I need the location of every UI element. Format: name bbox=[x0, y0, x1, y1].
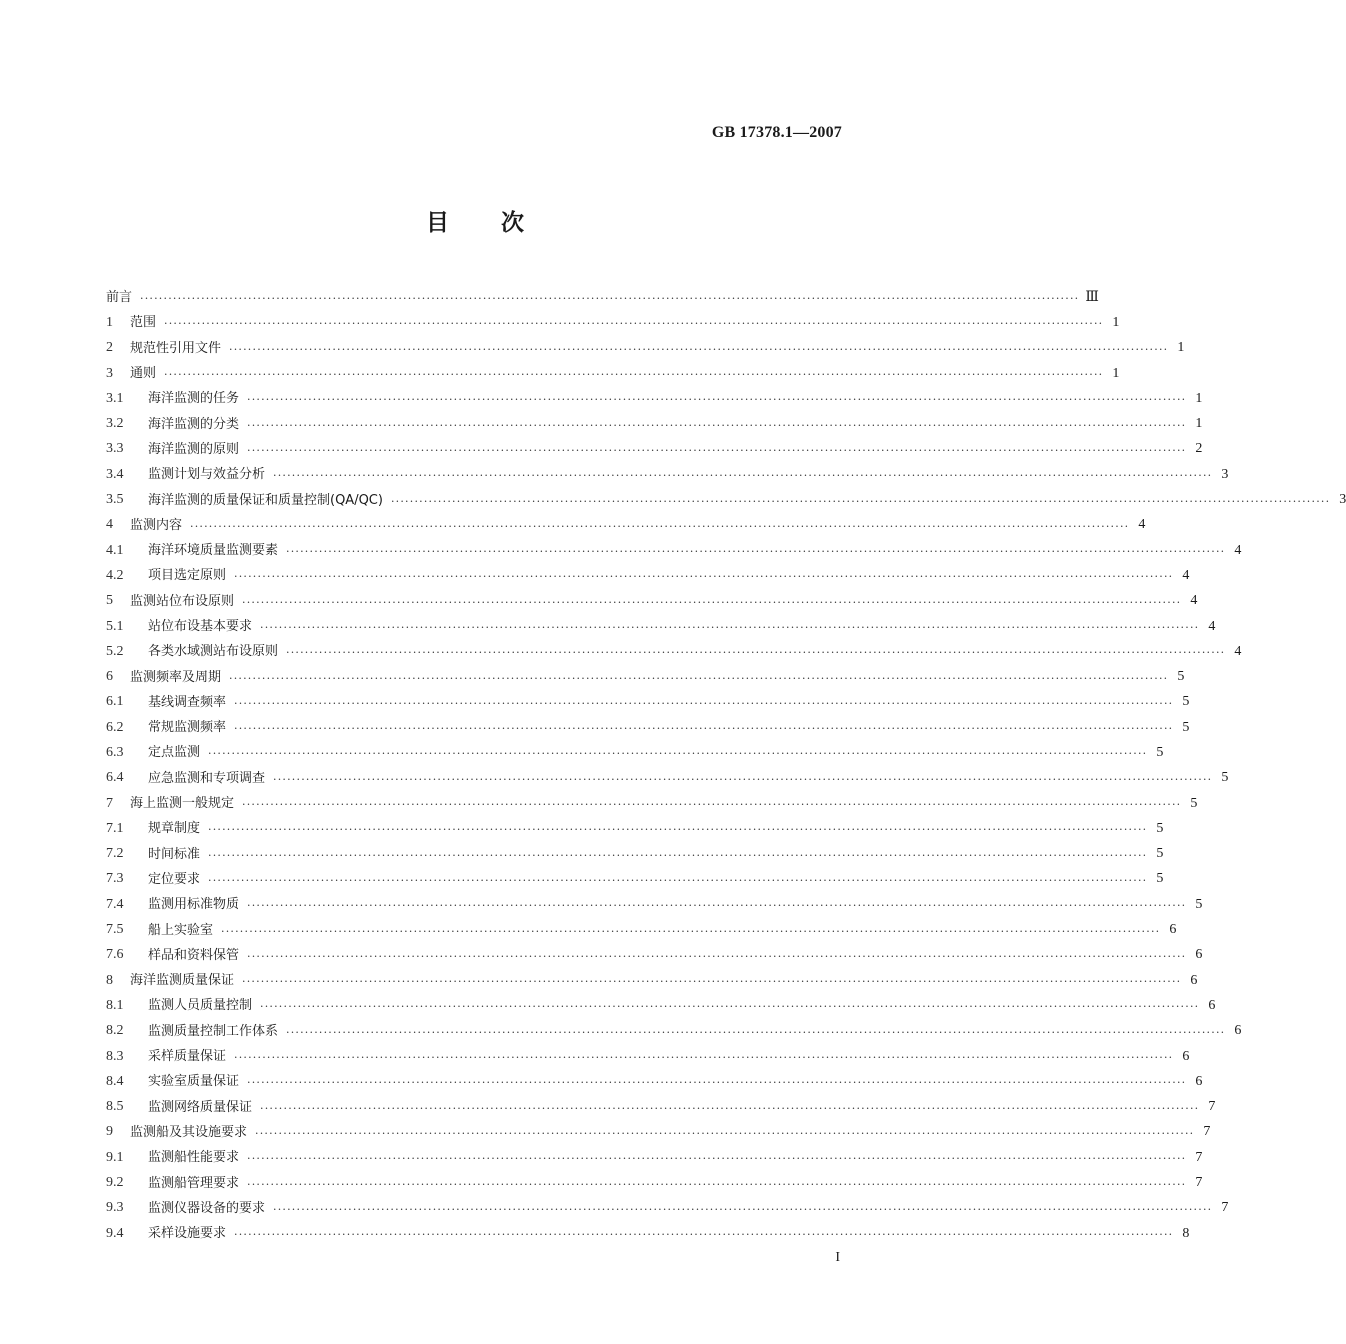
toc-entry-page: 4 bbox=[1208, 618, 1216, 634]
toc-entry-page: 5 bbox=[1156, 871, 1164, 887]
toc-entry-page: 5 bbox=[1156, 744, 1164, 760]
standard-code: GB 17378.1—2007 bbox=[711, 124, 842, 141]
toc-entry-page: 5 bbox=[1182, 694, 1190, 710]
toc-entry-label: 采样设施要求 bbox=[148, 1226, 227, 1242]
toc-entry-number: 6.1 bbox=[106, 694, 124, 710]
toc-dot-leader: ········································································································································································································ bbox=[247, 949, 1187, 963]
toc-entry[interactable] bbox=[106, 1170, 1203, 1195]
toc-entry-label: 规章制度 bbox=[148, 821, 201, 837]
toc-entry-label: 通则 bbox=[130, 366, 157, 382]
toc-dot-leader: ········································································································································································································ bbox=[164, 317, 1104, 331]
toc-entry[interactable] bbox=[106, 715, 1190, 740]
toc-entry-number: 9.4 bbox=[106, 1225, 124, 1241]
toc-entry-label: 应急监测和专项调查 bbox=[148, 770, 266, 786]
toc-entry-label: 项目选定原则 bbox=[148, 568, 227, 584]
toc-dot-leader: ········································································································································································································ bbox=[164, 368, 1104, 382]
toc-entry-label: 监测网络质量保证 bbox=[148, 1099, 253, 1115]
toc-dot-leader: ········································································································································································································ bbox=[390, 494, 1331, 508]
toc-entry-page: 4 bbox=[1234, 542, 1242, 558]
toc-entry-number: 9.2 bbox=[106, 1175, 124, 1191]
toc-entry-label: 海上监测一般规定 bbox=[130, 796, 235, 812]
toc-entry-number: 9.3 bbox=[106, 1200, 124, 1216]
toc-dot-leader: ········································································································································································································ bbox=[234, 1051, 1174, 1065]
toc-dot-leader: ········································································································································································································ bbox=[242, 595, 1182, 609]
toc-entry[interactable] bbox=[106, 361, 1120, 386]
toc-entry-page: 5 bbox=[1156, 846, 1164, 862]
toc-entry-page: 1 bbox=[1195, 390, 1203, 406]
toc-entry-label: 前言 bbox=[106, 290, 133, 306]
toc-entry-number: 5.1 bbox=[106, 618, 124, 634]
toc-dot-leader: ········································································································································································································ bbox=[247, 418, 1187, 432]
toc-entry[interactable] bbox=[106, 993, 1216, 1018]
toc-dot-leader: ········································································································································································································ bbox=[247, 393, 1187, 407]
toc-dot-leader: ········································································································································································································ bbox=[260, 1101, 1200, 1115]
toc-entry[interactable] bbox=[106, 1044, 1190, 1069]
toc-entry-number: 3.1 bbox=[106, 390, 124, 406]
toc-entry-number: 5.2 bbox=[106, 643, 124, 659]
page-title bbox=[0, 204, 950, 237]
toc-entry-label: 监测仪器设备的要求 bbox=[148, 1200, 266, 1216]
toc-entry-number: 5 bbox=[106, 593, 113, 609]
toc-entry-number: 8 bbox=[106, 972, 113, 988]
toc-entry-label: 监测站位布设原则 bbox=[130, 593, 235, 609]
toc-entry-number: 7.1 bbox=[106, 820, 124, 836]
toc-entry-number: 8.5 bbox=[106, 1099, 124, 1115]
toc-entry[interactable] bbox=[106, 589, 1198, 614]
toc-entry-label: 监测人员质量控制 bbox=[148, 998, 253, 1014]
toc-entry-label: 定点监测 bbox=[148, 745, 201, 761]
toc-entry-number: 3.3 bbox=[106, 441, 124, 457]
toc-entry-label: 规范性引用文件 bbox=[130, 340, 222, 356]
toc-entry-page: 5 bbox=[1156, 820, 1164, 836]
toc-dot-leader: ········································································································································································································ bbox=[234, 722, 1174, 736]
toc-entry[interactable] bbox=[106, 563, 1190, 588]
toc-entry-number: 8.4 bbox=[106, 1073, 124, 1089]
toc-entry-page: 3 bbox=[1339, 492, 1346, 508]
toc-entry-label: 海洋监测质量保证 bbox=[130, 973, 235, 989]
toc-entry[interactable] bbox=[106, 614, 1216, 639]
toc-entry-label: 常规监测频率 bbox=[148, 720, 227, 736]
toc-entry-page: 7 bbox=[1221, 1200, 1229, 1216]
toc-entry[interactable] bbox=[106, 968, 1198, 993]
toc-entry-number: 3.2 bbox=[106, 416, 124, 432]
toc-dot-leader: ········································································································································································································ bbox=[242, 975, 1182, 989]
toc-dot-leader: ········································································································································································································ bbox=[247, 1177, 1187, 1191]
toc-entry-number: 4.1 bbox=[106, 542, 124, 558]
toc-entry-number: 8.2 bbox=[106, 1023, 124, 1039]
toc-dot-leader: ········································································································································································································ bbox=[190, 519, 1130, 533]
toc-dot-leader: ········································································································································································································ bbox=[286, 646, 1226, 660]
toc-dot-leader: ········································································································································································································ bbox=[221, 924, 1161, 938]
toc-dot-leader: ········································································································································································································ bbox=[260, 621, 1200, 634]
toc-dot-leader: ········································································································································································································ bbox=[242, 798, 1182, 812]
toc-entry-number: 6.3 bbox=[106, 744, 124, 760]
toc-entry[interactable] bbox=[106, 487, 1346, 512]
toc-entry[interactable] bbox=[106, 1120, 1211, 1145]
toc-entry[interactable] bbox=[106, 664, 1185, 689]
toc-entry-page: 6 bbox=[1195, 947, 1203, 963]
page-number: I bbox=[835, 1250, 840, 1265]
toc-entry-page: 2 bbox=[1195, 441, 1203, 457]
toc-entry-page: 4 bbox=[1190, 593, 1198, 609]
toc-dot-leader: ········································································································································································································ bbox=[286, 545, 1226, 559]
toc-dot-leader: ········································································································································································································ bbox=[273, 469, 1213, 483]
toc-entry-label: 监测船管理要求 bbox=[148, 1175, 240, 1191]
toc-dot-leader: ········································································································································································································ bbox=[208, 848, 1148, 862]
toc-entry-page: 5 bbox=[1221, 770, 1229, 786]
toc-entry-page: 6 bbox=[1208, 997, 1216, 1013]
toc-entry-page: 6 bbox=[1195, 1073, 1203, 1089]
toc-entry-number: 3.5 bbox=[106, 492, 124, 508]
toc-entry-number: 8.3 bbox=[106, 1048, 124, 1064]
toc-entry-number: 7.6 bbox=[106, 947, 124, 963]
toc-entry-label: 监测船及其设施要求 bbox=[130, 1124, 248, 1140]
toc-entry[interactable] bbox=[106, 1095, 1216, 1120]
toc-dot-leader: ········································································································································································································ bbox=[255, 1126, 1195, 1140]
toc-entry[interactable] bbox=[106, 892, 1203, 917]
toc-entry-page: 3 bbox=[1221, 466, 1229, 482]
toc-entry-label: 海洋监测的任务 bbox=[148, 391, 240, 407]
toc-entry[interactable] bbox=[106, 513, 1146, 538]
toc-entry-page: Ⅲ bbox=[1085, 289, 1099, 305]
toc-entry[interactable] bbox=[106, 791, 1198, 816]
toc-entry[interactable] bbox=[106, 1145, 1203, 1170]
toc-entry[interactable] bbox=[106, 310, 1120, 335]
toc-entry-page: 1 bbox=[1112, 314, 1120, 330]
toc-entry-page: 5 bbox=[1190, 795, 1198, 811]
toc-entry[interactable] bbox=[106, 336, 1185, 361]
toc-entry-page: 4 bbox=[1182, 567, 1190, 583]
toc-entry-page: 4 bbox=[1234, 643, 1242, 659]
toc-dot-leader: ········································································································································································································ bbox=[247, 443, 1187, 457]
toc-entry-label: 海洋环境质量监测要素 bbox=[148, 543, 279, 559]
toc-entry[interactable] bbox=[106, 462, 1229, 487]
toc-entry-label: 船上实验室 bbox=[148, 922, 214, 938]
toc-entry-page: 6 bbox=[1182, 1048, 1190, 1064]
toc-entry[interactable] bbox=[106, 943, 1203, 968]
toc-entry-number: 7.2 bbox=[106, 846, 124, 862]
toc-entry-page: 7 bbox=[1195, 1175, 1203, 1191]
toc-entry-label: 采样质量保证 bbox=[148, 1049, 227, 1065]
toc-entry-number: 1 bbox=[106, 314, 113, 330]
toc-entry[interactable] bbox=[106, 538, 1242, 563]
toc-dot-leader: ········································································································································································································ bbox=[260, 1000, 1200, 1014]
toc-dot-leader: ········································································································································································································ bbox=[229, 671, 1169, 685]
toc-dot-leader: ········································································································································································································ bbox=[234, 570, 1174, 584]
table-of-contents bbox=[106, 285, 1346, 1246]
toc-entry[interactable] bbox=[106, 690, 1190, 715]
toc-entry-page: 1 bbox=[1195, 416, 1203, 432]
toc-entry[interactable] bbox=[106, 867, 1164, 892]
toc-dot-leader: ········································································································································································································ bbox=[208, 747, 1148, 761]
toc-entry-page: 1 bbox=[1112, 365, 1120, 381]
toc-entry-number: 3.4 bbox=[106, 466, 124, 482]
toc-entry[interactable] bbox=[106, 1019, 1242, 1044]
toc-entry-label: 基线调查频率 bbox=[148, 694, 227, 710]
toc-entry-page: 6 bbox=[1190, 972, 1198, 988]
toc-entry-label: 海洋监测的质量保证和质量控制(QA/QC) bbox=[148, 492, 383, 508]
toc-entry[interactable] bbox=[106, 285, 1099, 310]
toc-entry-page: 7 bbox=[1208, 1099, 1216, 1115]
toc-entry-page: 7 bbox=[1203, 1124, 1211, 1140]
toc-entry-number: 3 bbox=[106, 365, 113, 381]
toc-entry-page: 6 bbox=[1169, 922, 1177, 938]
toc-dot-leader: ········································································································································································································ bbox=[208, 823, 1148, 837]
toc-entry[interactable] bbox=[106, 1221, 1190, 1246]
toc-entry-number: 8.1 bbox=[106, 997, 124, 1013]
toc-entry-page: 5 bbox=[1195, 896, 1203, 912]
toc-entry-number: 9 bbox=[106, 1124, 113, 1140]
toc-dot-leader: ········································································································································································································ bbox=[273, 772, 1213, 786]
toc-dot-leader: ········································································································································································································ bbox=[247, 1152, 1187, 1166]
toc-entry-number: 4.2 bbox=[106, 567, 124, 583]
toc-dot-leader: ········································································································································································································ bbox=[273, 1202, 1213, 1216]
toc-entry[interactable] bbox=[106, 639, 1242, 664]
toc-entry-number: 6.2 bbox=[106, 719, 124, 735]
toc-entry[interactable] bbox=[106, 411, 1203, 436]
toc-dot-leader: ········································································································································································································ bbox=[247, 899, 1187, 913]
toc-entry-number: 7.5 bbox=[106, 922, 124, 938]
toc-dot-leader: ········································································································································································································ bbox=[247, 1076, 1187, 1090]
toc-entry[interactable] bbox=[106, 816, 1164, 841]
toc-dot-leader: ········································································································································································································ bbox=[140, 292, 1080, 306]
toc-entry-page: 4 bbox=[1138, 517, 1146, 533]
toc-entry-label: 时间标准 bbox=[148, 846, 201, 862]
toc-entry-number: 2 bbox=[106, 340, 113, 356]
toc-dot-leader: ········································································································································································································ bbox=[234, 696, 1174, 710]
toc-entry-label: 监测用标准物质 bbox=[148, 897, 240, 913]
toc-entry-label: 监测内容 bbox=[130, 517, 183, 533]
toc-entry-label: 海洋监测的原则 bbox=[148, 441, 240, 457]
toc-entry-label: 监测频率及周期 bbox=[130, 669, 222, 685]
toc-entry-label: 范围 bbox=[130, 315, 157, 331]
toc-entry-label: 定位要求 bbox=[148, 871, 201, 887]
toc-entry-number: 7.3 bbox=[106, 871, 124, 887]
toc-entry[interactable] bbox=[106, 740, 1164, 765]
toc-entry-label: 实验室质量保证 bbox=[148, 1074, 240, 1090]
toc-entry-number: 4 bbox=[106, 517, 113, 533]
toc-entry-number: 9.1 bbox=[106, 1149, 124, 1165]
toc-dot-leader: ········································································································································································································ bbox=[234, 1228, 1174, 1242]
toc-entry-page: 1 bbox=[1177, 340, 1185, 356]
toc-entry[interactable] bbox=[106, 842, 1164, 867]
toc-entry-page: 5 bbox=[1182, 719, 1190, 735]
toc-entry[interactable] bbox=[106, 437, 1203, 462]
title-char-right: 次 bbox=[501, 210, 524, 236]
toc-entry-number: 6.4 bbox=[106, 770, 124, 786]
toc-entry-number: 6 bbox=[106, 669, 113, 685]
toc-entry-label: 各类水域测站布设原则 bbox=[148, 644, 279, 660]
toc-dot-leader: ········································································································································································································ bbox=[208, 873, 1148, 887]
toc-entry[interactable] bbox=[106, 1196, 1229, 1221]
toc-entry-number: 7 bbox=[106, 795, 113, 811]
title-char-left: 目 bbox=[426, 210, 449, 236]
toc-entry-label: 监测计划与效益分析 bbox=[148, 467, 266, 483]
toc-entry[interactable] bbox=[106, 917, 1177, 942]
toc-entry-page: 7 bbox=[1195, 1149, 1203, 1165]
toc-entry-page: 6 bbox=[1234, 1023, 1242, 1039]
toc-entry-label: 样品和资料保管 bbox=[148, 947, 240, 963]
toc-entry-label: 监测船性能要求 bbox=[148, 1150, 240, 1166]
toc-entry-page: 5 bbox=[1177, 669, 1185, 685]
toc-entry-page: 8 bbox=[1182, 1225, 1190, 1241]
toc-entry[interactable] bbox=[106, 386, 1203, 411]
toc-entry[interactable] bbox=[106, 766, 1229, 791]
toc-entry-label: 监测质量控制工作体系 bbox=[148, 1023, 279, 1039]
toc-entry-label: 站位布设基本要求 bbox=[148, 619, 253, 634]
toc-dot-leader: ········································································································································································································ bbox=[229, 342, 1169, 356]
toc-entry[interactable] bbox=[106, 1069, 1203, 1094]
toc-entry-number: 7.4 bbox=[106, 896, 124, 912]
toc-dot-leader: ········································································································································································································ bbox=[286, 1025, 1226, 1039]
toc-entry-label: 海洋监测的分类 bbox=[148, 416, 240, 432]
